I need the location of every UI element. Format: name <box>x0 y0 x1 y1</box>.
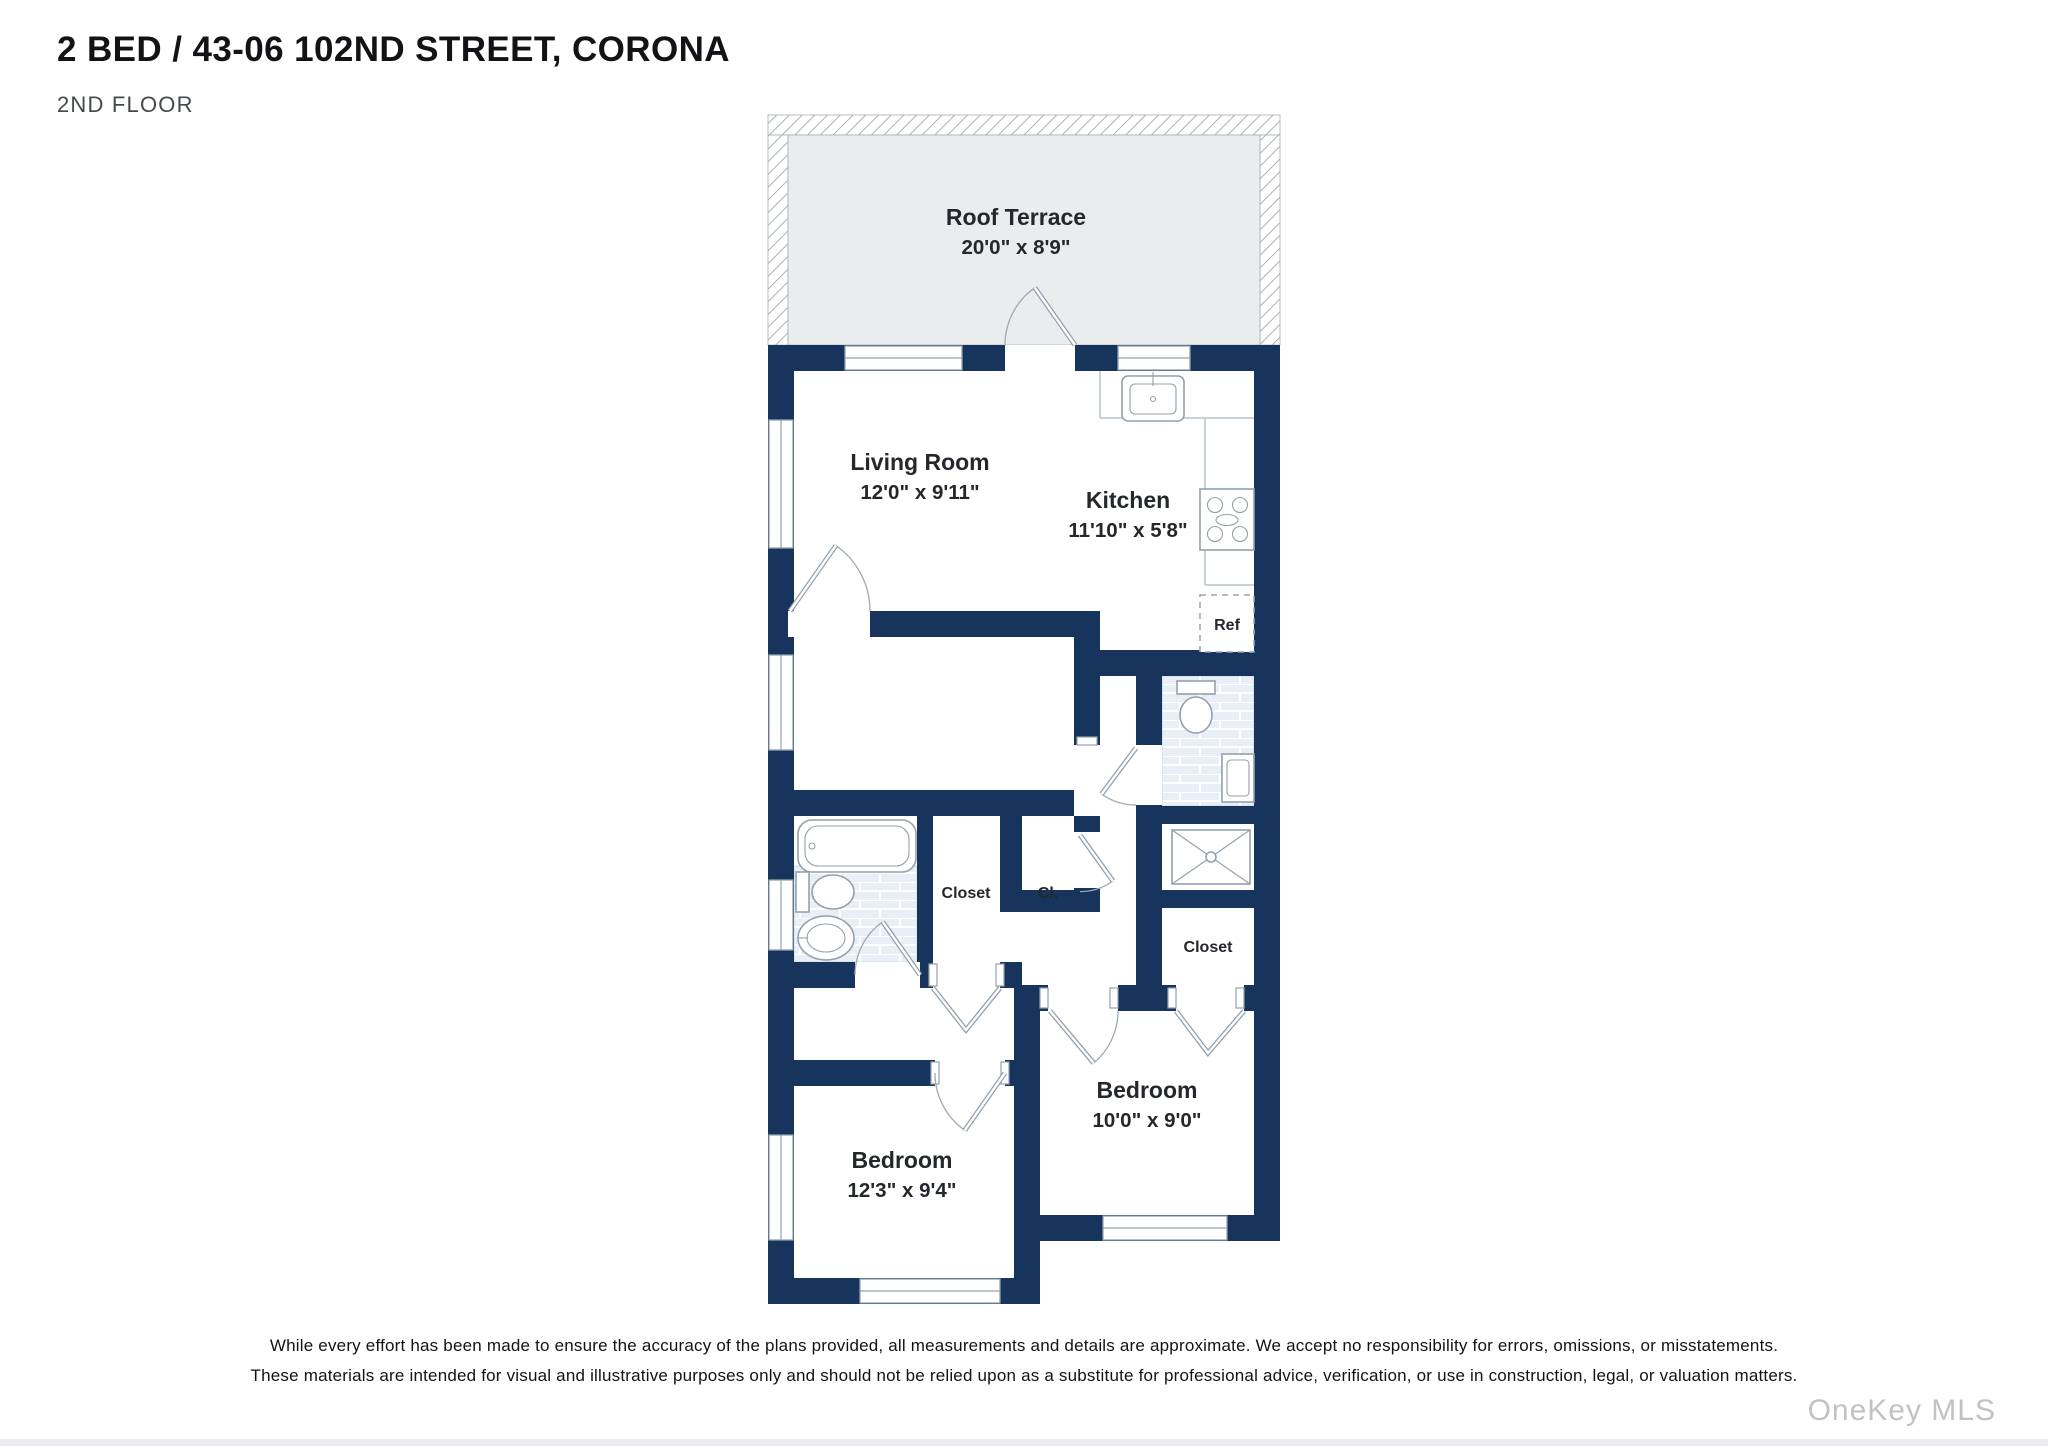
living-room-label: Living Room <box>850 449 990 475</box>
window <box>845 346 962 370</box>
bathroom-sink <box>798 916 854 960</box>
disclaimer <box>0 1336 2048 1396</box>
living-room-dims: 12'0" x 9'11" <box>860 481 980 504</box>
bathroom-sink <box>1222 754 1254 802</box>
roof-terrace-label: Roof Terrace <box>945 204 1087 230</box>
roof-terrace-dims: 20'0" x 8'9" <box>961 236 1071 259</box>
kitchen-sink <box>1122 372 1184 421</box>
bedroom-right-label: Bedroom <box>1096 1077 1198 1103</box>
window <box>769 655 793 750</box>
bedroom-left-door <box>935 1073 1005 1130</box>
disclaimer-line-2: These materials are intended for visual and illustrative purposes only and should not be relied upon as a substitute for professional advice, verification, or use in construction, legal, or valuation matters. <box>250 1366 1798 1385</box>
window <box>860 1279 1000 1303</box>
window <box>769 1135 793 1240</box>
watermark: OneKey MLS <box>1807 1394 1996 1427</box>
page-title: 2 BED / 43-06 102ND STREET, CORONA <box>57 30 730 69</box>
kitchen-label: Kitchen <box>1085 487 1171 513</box>
closet-center-bifold-door <box>933 988 1000 1030</box>
bedroom-left-dims: 12'3" x 9'4" <box>847 1179 957 1202</box>
window <box>1118 346 1190 370</box>
closet-right-bifold-door <box>1176 1011 1244 1053</box>
bottom-strip <box>0 1439 2048 1446</box>
living-room-door <box>790 546 870 612</box>
bedroom-right-dims: 10'0" x 9'0" <box>1092 1109 1202 1132</box>
refrigerator-label: Ref <box>1214 617 1240 634</box>
bedroom-left-label: Bedroom <box>851 1147 953 1173</box>
closet-small-label: Cl. <box>1037 885 1059 902</box>
shower <box>1172 830 1250 884</box>
floor-label: 2ND FLOOR <box>57 92 194 117</box>
bedroom-right-door <box>1050 1011 1118 1063</box>
roof-terrace <box>768 115 1280 345</box>
window <box>769 420 793 548</box>
closet-center-label: Closet <box>941 885 991 902</box>
window <box>1103 1216 1227 1240</box>
bathtub <box>798 820 916 872</box>
kitchen-dims: 11'10" x 5'8" <box>1068 519 1188 542</box>
disclaimer-line-1: While every effort has been made to ensure the accuracy of the plans provided, all measurements and details are approximate. We accept no responsibility for errors, omissions, or misstatements. <box>269 1336 1779 1355</box>
closet-right-label: Closet <box>1183 939 1233 956</box>
bathroom-right-door <box>1102 748 1136 805</box>
toilet <box>1177 681 1215 733</box>
refrigerator <box>1200 595 1254 652</box>
stove <box>1200 489 1254 550</box>
window <box>769 880 793 950</box>
toilet <box>796 872 854 912</box>
